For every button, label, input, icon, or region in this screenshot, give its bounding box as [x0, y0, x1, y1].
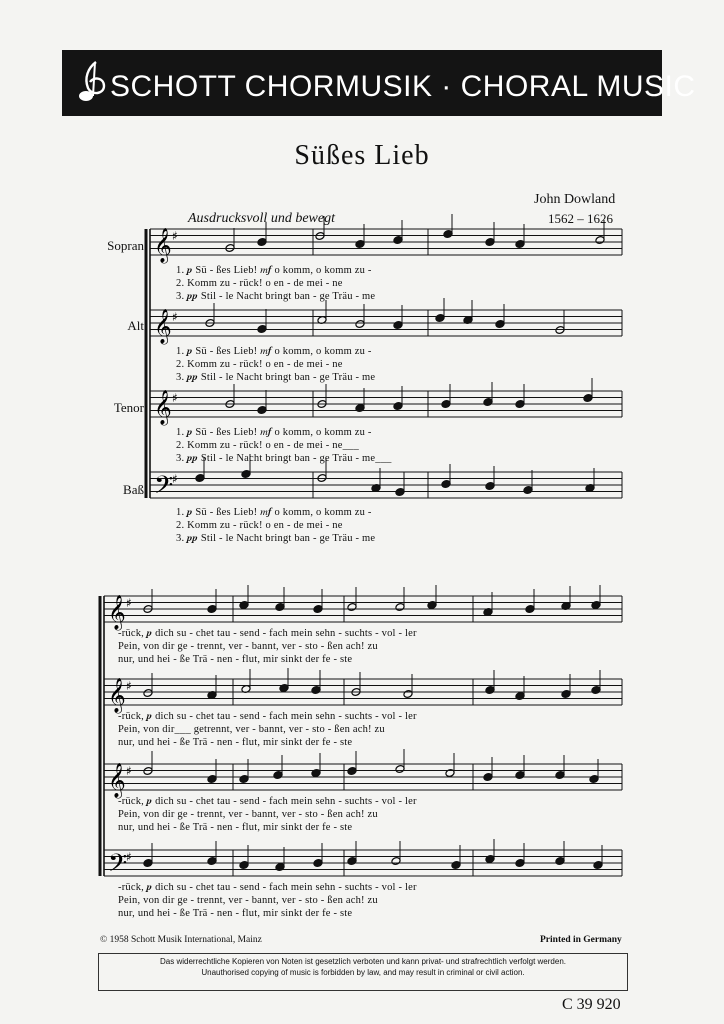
lyric2-sopran-v1: -rück, 𝆏 dich su - chet tau - send - fach mein sehn - suchts - vol - ler — [118, 628, 417, 639]
warning-german: Das widerrechtliche Kopieren von Noten ist gesetzlich verboten und kann privat- und strafrechtlich verfolgt werden. — [160, 957, 566, 966]
sharp-key-signature-icon: ♯ — [172, 310, 178, 324]
lyric-tenor-v2: 2. Komm zu - rück! o en - de mei - ne___ — [176, 440, 359, 451]
lyric-bass-v2: 2. Komm zu - rück! o en - de mei - ne — [176, 520, 343, 531]
sharp-key-signature-icon: ♯ — [172, 391, 178, 405]
treble-clef-icon: 𝄞 — [154, 390, 172, 425]
lyric2-alt-v1: -rück, 𝆏 dich su - chet tau - send - fach mein sehn - suchts - vol - ler — [118, 711, 417, 722]
lyric2-alt-v2: Pein, von dir___ getrennt, ver - bannt, ver - sto - ßen ach! zu — [118, 724, 385, 735]
lyric2-bass-v2: Pein, von dir ge - trennt, ver - bannt, ver - sto - ßen ach! zu — [118, 895, 378, 906]
banner-text: SCHOTT CHORMUSIK · CHORAL MUSIC — [110, 70, 696, 103]
sharp-key-signature-icon: ♯ — [126, 764, 132, 778]
catalog-number: C 39 920 — [562, 996, 621, 1013]
sharp-key-signature-icon: ♯ — [126, 596, 132, 610]
page-title: Süßes Lieb — [294, 140, 430, 171]
composer-dates: 1562 – 1626 — [548, 211, 613, 226]
sharp-key-signature-icon: ♯ — [126, 679, 132, 693]
lyric2-sopran-v3: nur, und hei - ße Trä - nen - flut, mir sinkt der fe - ste — [118, 654, 353, 665]
composer-name: John Dowland — [534, 192, 616, 207]
treble-clef-icon: 𝄞 — [154, 228, 172, 263]
lyric-alt-v3: 3. 𝆏𝆏 Stil - le Nacht bringt ban - ge Träu - me — [176, 372, 376, 383]
lyric-sopran-v3: 3. 𝆏𝆏 Stil - le Nacht bringt ban - ge Träu - me — [176, 291, 376, 302]
treble-clef-icon: 𝄞 — [108, 678, 126, 713]
lyric-bass-v3: 3. 𝆏𝆏 Stil - le Nacht bringt ban - ge Träu - me — [176, 533, 376, 544]
lyric-bass-v1: 1. 𝆏 Sü - ßes Lieb! 𝆐𝆑 o komm, o komm zu - — [176, 507, 372, 518]
printed-in: Printed in Germany — [540, 935, 622, 945]
part-label-tenor: Tenor — [113, 400, 144, 415]
lyric2-bass-v3: nur, und hei - ße Trä - nen - flut, mir sinkt der fe - ste — [118, 908, 353, 919]
bass-clef-icon: 𝄢 — [154, 471, 174, 506]
lyric-sopran-v2: 2. Komm zu - rück! o en - de mei - ne — [176, 278, 343, 289]
sharp-key-signature-icon: ♯ — [172, 472, 178, 486]
part-label-alt: Alt — [127, 318, 144, 333]
lyric2-bass-v1: -rück, 𝆏 dich su - chet tau - send - fach mein sehn - suchts - vol - ler — [118, 882, 417, 893]
lyric-alt-v2: 2. Komm zu - rück! o en - de mei - ne — [176, 359, 343, 370]
lyric2-tenor-v2: Pein, von dir ge - trennt, ver - bannt, ver - sto - ßen ach! zu — [118, 809, 378, 820]
copy-warning-box — [98, 953, 628, 991]
lyric-tenor-v3: 3. 𝆏𝆏 Stil - le Nacht bringt ban - ge Träu - me___ — [176, 453, 392, 464]
treble-clef-icon: 𝄞 — [154, 309, 172, 344]
lyric-alt-v1: 1. 𝆏 Sü - ßes Lieb! 𝆐𝆑 o komm, o komm zu - — [176, 346, 372, 357]
lyric2-tenor-v3: nur, und hei - ße Trä - nen - flut, mir sinkt der fe - ste — [118, 822, 353, 833]
lyric-sopran-v1: 1. 𝆏 Sü - ßes Lieb! 𝆐𝆑 o komm, o komm zu - — [176, 265, 372, 276]
bass-clef-icon: 𝄢 — [108, 849, 128, 884]
copyright-notice: © 1958 Schott Musik International, Mainz — [100, 935, 262, 945]
lyric2-tenor-v1: -rück, 𝆏 dich su - chet tau - send - fach mein sehn - suchts - vol - ler — [118, 796, 417, 807]
sharp-key-signature-icon: ♯ — [126, 850, 132, 864]
sharp-key-signature-icon: ♯ — [172, 229, 178, 243]
lyric2-alt-v3: nur, und hei - ße Trä - nen - flut, mir sinkt der fe - ste — [118, 737, 353, 748]
part-label-bass: Baß — [123, 482, 144, 497]
lyric2-sopran-v2: Pein, von dir ge - trennt, ver - bannt, ver - sto - ßen ach! zu — [118, 641, 378, 652]
tempo-marking: Ausdrucksvoll und bewegt — [188, 211, 335, 226]
warning-english: Unauthorised copying of music is forbidden by law, and may result in criminal or civil action. — [201, 967, 525, 977]
treble-clef-icon: 𝄞 — [108, 763, 126, 798]
lyric-tenor-v1: 1. 𝆏 Sü - ßes Lieb! 𝆐𝆑 o komm, o komm zu - — [176, 427, 372, 438]
treble-clef-icon: 𝄞 — [108, 595, 126, 630]
part-label-sopran: Sopran — [107, 238, 144, 253]
